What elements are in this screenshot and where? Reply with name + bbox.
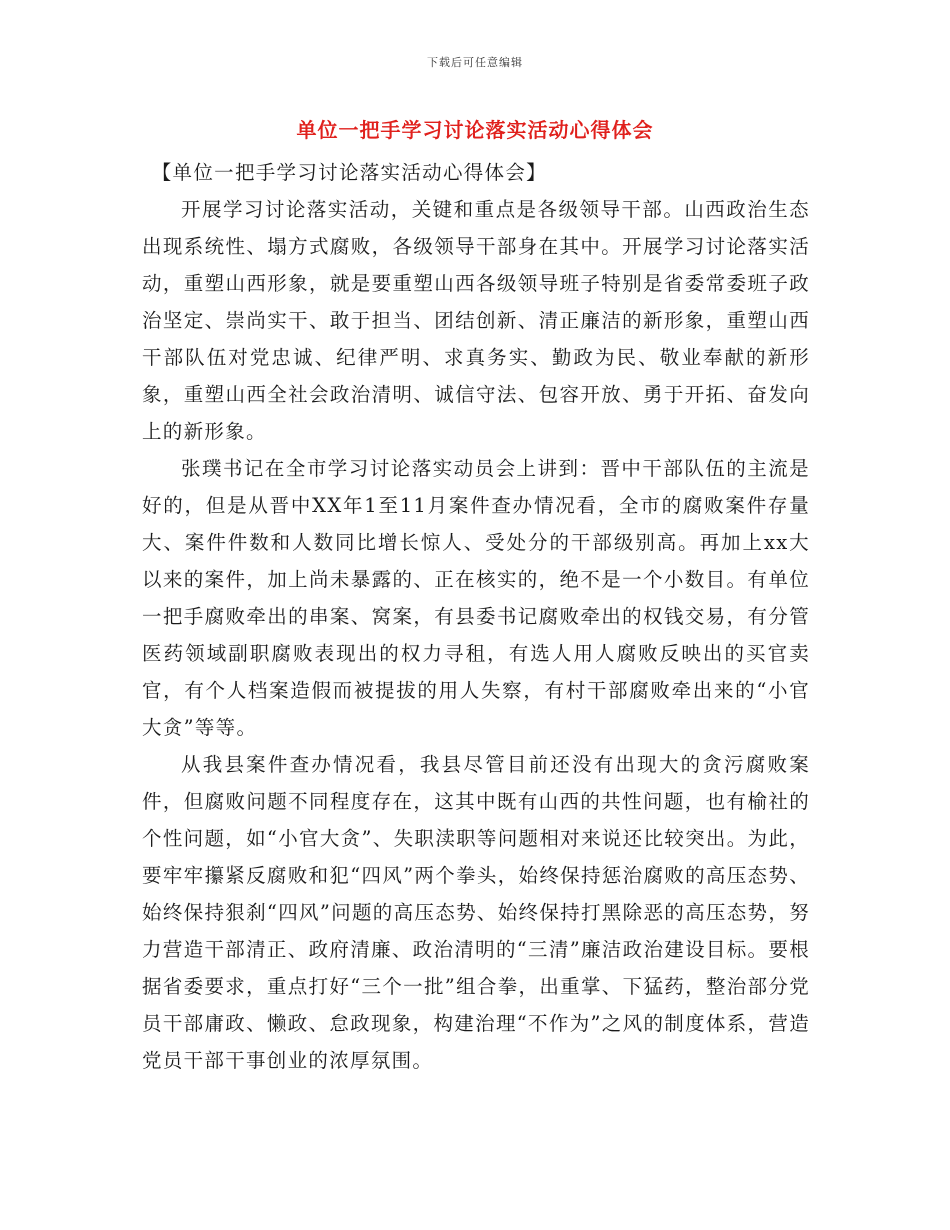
document-title: 单位一把手学习讨论落实活动心得体会 — [296, 118, 654, 142]
document-body — [142, 154, 810, 1079]
body-paragraph: 张璞书记在全市学习讨论落实动员会上讲到：晋中干部队伍的主流是好的，但是从晋中XX年1至11月案件查办情况看，全市的腐败案件存量大、案件件数和人数同比增长惊人、受处分的干部级别高。再加上xx大以来的案件，加上尚未暴露的、正在核实的，绝不是一个小数目。有单位一把手腐败牵出的串案、窝案，有县委书记腐败牵出的权钱交易，有分管医药领域副职腐败表现出的权力寻租，有选人用人腐败反映出的买官卖官，有个人档案造假而被提拔的用人失察，有村干部腐败牵出来的“小官大贪”等等。 — [142, 457, 810, 739]
subtitle-paragraph: 【单位一把手学习讨论落实活动心得体会】 — [151, 161, 547, 184]
header-note: 下载后可任意编辑 — [427, 56, 523, 69]
body-paragraph: 从我县案件查办情况看，我县尽管目前还没有出现大的贪污腐败案件，但腐败问题不同程度存在，这其中既有山西的共性问题，也有榆社的个性问题，如“小官大贪”、失职渎职等问题相对来说还比较突出。为此，要牢牢攥紧反腐败和犯“四风”两个拳头，始终保持惩治腐败的高压态势、始终保持狠刹“四风”问题的高压态势、始终保持打黑除恶的高压态势，努力营造干部清正、政府清廉、政治清明的“三清”廉洁政治建设目标。要根据省委要求，重点打好“三个一批”组合拳，出重掌、下猛药，整治部分党员干部庸政、懒政、怠政现象，构建治理“不作为”之风的制度体系，营造党员干部干事创业的浓厚氛围。 — [142, 753, 810, 1072]
body-paragraph: 开展学习讨论落实活动，关键和重点是各级领导干部。山西政治生态出现系统性、塌方式腐败，各级领导干部身在其中。开展学习讨论落实活动，重塑山西形象，就是要重塑山西各级领导班子特别是省委常委班子政治坚定、崇尚实干、敢于担当、团结创新、清正廉洁的新形象，重塑山西干部队伍对党忠诚、纪律严明、求真务实、勤政为民、敬业奉献的新形象，重塑山西全社会政治清明、诚信守法、包容开放、勇于开拓、奋发向上的新形象。 — [142, 198, 810, 443]
